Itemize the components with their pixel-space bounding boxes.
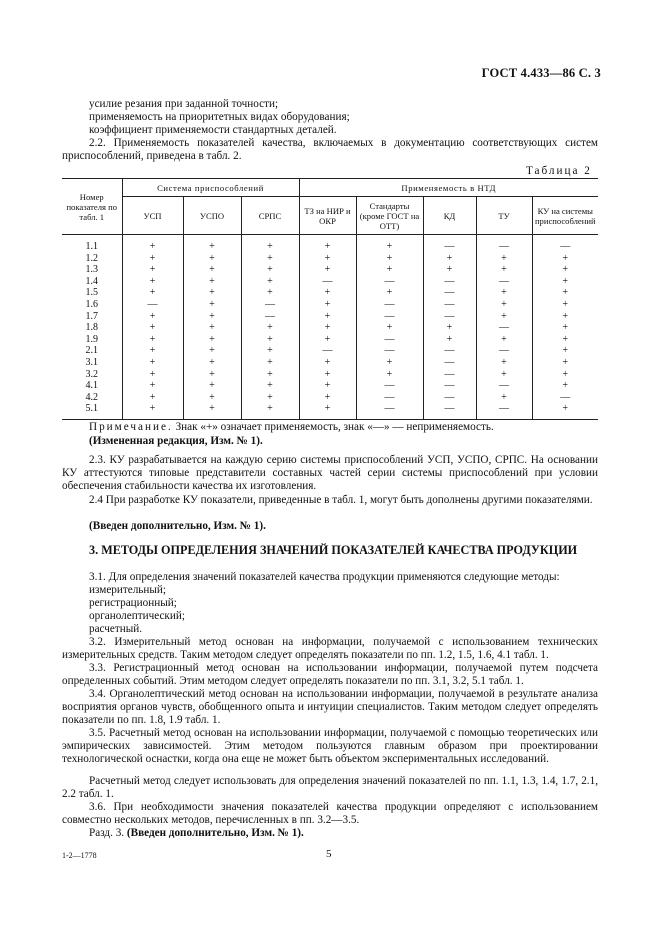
mark-cell: — (356, 403, 423, 415)
col-header: ТУ (476, 197, 532, 235)
mark-cell: + (356, 287, 423, 299)
mark-cell: + (299, 287, 356, 299)
mark-cell: — (356, 276, 423, 288)
mark-cell: — (356, 299, 423, 311)
mark-cell: + (532, 380, 598, 392)
intro-line: коэффициент применяемости стандартных деталей. (89, 124, 337, 136)
mark-cell: + (476, 392, 532, 404)
row-number-cell: 5.1 (62, 403, 122, 415)
mark-cell: + (122, 345, 183, 357)
note-label: Примечание. (89, 421, 173, 433)
mark-cell: + (476, 299, 532, 311)
mark-cell: — (423, 380, 476, 392)
mark-cell: + (532, 334, 598, 346)
row-number-cell: 1.3 (62, 264, 122, 276)
paragraph-3-2: 3.2. Измерительный метод основан на информации, получаемой с использованием технических измерительных средств. Таким методом следует определять показатели по пп. 1.2, 1.5, 1.6, 4.1 табл. 1. (62, 636, 598, 662)
mark-cell: + (532, 345, 598, 357)
mark-cell: + (122, 287, 183, 299)
mark-cell: + (241, 357, 299, 369)
mark-cell: + (183, 299, 241, 311)
mark-cell: — (476, 276, 532, 288)
mark-cell: + (183, 403, 241, 415)
table-row (62, 299, 598, 311)
col-header: Стандарты (кроме ГОСТ на ОТТ) (356, 197, 423, 235)
table-2 (62, 178, 598, 420)
mark-cell: + (122, 276, 183, 288)
mark-cell: + (532, 253, 598, 265)
mark-cell: + (299, 334, 356, 346)
mark-cell: + (241, 380, 299, 392)
mark-cell: + (299, 380, 356, 392)
intro-line: применяемость на приоритетных видах оборудования; (89, 111, 350, 123)
row-number-cell: 4.1 (62, 380, 122, 392)
mark-cell: + (241, 264, 299, 276)
table-row (62, 311, 598, 323)
col-header: КД (423, 197, 476, 235)
row-number-cell: 3.2 (62, 369, 122, 381)
mark-cell: + (299, 392, 356, 404)
row-number-cell: 1.4 (62, 276, 122, 288)
row-number-cell: 1.2 (62, 253, 122, 265)
mark-cell: — (356, 334, 423, 346)
mark-cell: — (299, 345, 356, 357)
mark-cell: + (299, 403, 356, 415)
mark-cell: + (183, 287, 241, 299)
group-header-systems: Система приспособлений (122, 179, 299, 197)
mark-cell: + (299, 369, 356, 381)
mark-cell: + (299, 241, 356, 253)
row-number-cell: 3.1 (62, 357, 122, 369)
mark-cell: — (356, 380, 423, 392)
method-item: регистрационный; (89, 597, 177, 609)
mark-cell: + (356, 322, 423, 334)
mark-cell: + (183, 334, 241, 346)
paragraph-2-3: 2.3. КУ разрабатывается на каждую серию системы приспособлений УСП, УСПО, СРПС. На основании КУ аттестуются типовые представители составных частей серии системы приспособлений при условии обеспечения стабильности качества их изготовления. (62, 454, 598, 493)
mark-cell: + (532, 311, 598, 323)
razd-prefix: Разд. 3. (89, 827, 125, 839)
mark-cell: + (122, 380, 183, 392)
table-row (62, 253, 598, 265)
group-header-ntd: Применяемость в НТД (299, 179, 598, 197)
mark-cell: + (241, 334, 299, 346)
table-row (62, 241, 598, 253)
table-row (62, 369, 598, 381)
mark-cell: — (423, 311, 476, 323)
col-header: ТЗ на НИР и ОКР (299, 197, 356, 235)
mark-cell: — (476, 241, 532, 253)
col-header-indicator: Номер показателя по табл. 1 (62, 179, 122, 235)
mark-cell: + (476, 253, 532, 265)
mark-cell: + (241, 403, 299, 415)
section-3-note (89, 827, 304, 840)
mark-cell: — (423, 299, 476, 311)
mark-cell: + (423, 264, 476, 276)
note-text: Знак «+» означает применяемость, знак «—» — неприменяемость. (175, 421, 494, 433)
mark-cell: + (299, 253, 356, 265)
mark-cell: — (423, 345, 476, 357)
mark-cell: + (122, 357, 183, 369)
col-header: УСП (122, 197, 183, 235)
mark-cell: + (122, 369, 183, 381)
table-row (62, 322, 598, 334)
mark-cell: — (532, 392, 598, 404)
mark-cell: + (476, 357, 532, 369)
mark-cell: + (532, 276, 598, 288)
paragraph-3-5-calc: Расчетный метод следует использовать для определения значений показателей по пп. 1.1, 1.3, 1.4, 1.7, 2.1, 2.2 табл. 1. (62, 775, 598, 801)
mark-cell: — (356, 345, 423, 357)
razd-added: (Введен дополнительно, Изм. № 1). (126, 827, 304, 839)
mark-cell: + (183, 322, 241, 334)
mark-cell: + (122, 392, 183, 404)
mark-cell: + (122, 403, 183, 415)
mark-cell: — (476, 403, 532, 415)
paragraph-3-6: 3.6. При необходимости значения показателей качества продукции определяют с использованием совместно нескольких методов, перечисленных в пп. 3.2—3.5. (62, 801, 598, 827)
mark-cell: + (532, 357, 598, 369)
intro-line: усилие резания при заданной точности; (89, 98, 279, 110)
mark-cell: + (476, 334, 532, 346)
mark-cell: + (241, 369, 299, 381)
mark-cell: — (423, 276, 476, 288)
table-row (62, 392, 598, 404)
footer-code: 1-2—1778 (62, 851, 97, 860)
row-number-cell: 4.2 (62, 392, 122, 404)
row-number-cell: 1.6 (62, 299, 122, 311)
mark-cell: — (423, 287, 476, 299)
paragraph-3-4: 3.4. Органолептический метод основан на использовании информации, получаемой в результате анализа восприятия органов чувств, обобщенного опыта и интуиции специалистов. Таким методом следует определять показатели по пп. 1.8, 1.9 табл. 1. (62, 688, 598, 727)
mark-cell: — (299, 276, 356, 288)
section-3-heading: 3. МЕТОДЫ ОПРЕДЕЛЕНИЯ ЗНАЧЕНИЙ ПОКАЗАТЕЛЕЙ КАЧЕСТВА ПРОДУКЦИИ (89, 543, 578, 557)
mark-cell: + (241, 392, 299, 404)
mark-cell: + (532, 369, 598, 381)
method-item: органолептический; (89, 610, 185, 622)
mark-cell: + (241, 322, 299, 334)
mark-cell: + (241, 241, 299, 253)
method-item: расчетный. (89, 623, 143, 635)
mark-cell: + (122, 264, 183, 276)
mark-cell: + (356, 253, 423, 265)
table-row (62, 380, 598, 392)
mark-cell: — (356, 392, 423, 404)
table-caption: Таблица 2 (526, 165, 592, 177)
mark-cell: + (122, 253, 183, 265)
mark-cell: — (476, 380, 532, 392)
row-number-cell: 1.1 (62, 241, 122, 253)
page-number: 5 (326, 848, 332, 860)
row-number-cell: 1.7 (62, 311, 122, 323)
mark-cell: — (476, 345, 532, 357)
mark-cell: + (183, 380, 241, 392)
row-number-cell: 1.9 (62, 334, 122, 346)
row-number-cell: 2.1 (62, 345, 122, 357)
mark-cell: — (423, 403, 476, 415)
note-changed: (Измененная редакция, Изм. № 1). (89, 435, 263, 447)
mark-cell: + (299, 311, 356, 323)
row-number-cell: 1.5 (62, 287, 122, 299)
mark-cell: + (241, 345, 299, 357)
mark-cell: + (241, 287, 299, 299)
mark-cell: — (241, 311, 299, 323)
paragraph-2-2: 2.2. Применяемость показателей качества, включаемых в документацию соответствующих систем приспособлений, приведена в табл. 2. (62, 137, 598, 163)
col-header: КУ на системы приспособлений (532, 197, 598, 235)
mark-cell: + (183, 345, 241, 357)
mark-cell: + (183, 357, 241, 369)
page-header: ГОСТ 4.433—86 С. 3 (481, 66, 601, 80)
mark-cell: — (476, 322, 532, 334)
mark-cell: + (476, 369, 532, 381)
col-header: УСПО (183, 197, 241, 235)
mark-cell: + (183, 392, 241, 404)
added-note-1: (Введен дополнительно, Изм. № 1). (89, 520, 266, 532)
mark-cell: + (356, 369, 423, 381)
mark-cell: + (183, 276, 241, 288)
mark-cell: + (299, 264, 356, 276)
table-row (62, 334, 598, 346)
mark-cell: + (183, 264, 241, 276)
paragraph-3-3: 3.3. Регистрационный метод основан на использовании информации, получаемой путем подсчета определенных событий. Этим методом следует определять показатели по пп. 3.1, 3.2, 5.1 табл. 1. (62, 662, 598, 688)
mark-cell: + (241, 253, 299, 265)
mark-cell: + (122, 241, 183, 253)
mark-cell: + (476, 287, 532, 299)
mark-cell: + (356, 264, 423, 276)
mark-cell: + (476, 311, 532, 323)
mark-cell: + (299, 357, 356, 369)
mark-cell: — (241, 299, 299, 311)
table-note (89, 421, 494, 434)
table-row (62, 264, 598, 276)
mark-cell: + (122, 322, 183, 334)
mark-cell: — (423, 392, 476, 404)
mark-cell: + (183, 241, 241, 253)
mark-cell: + (532, 403, 598, 415)
mark-cell: + (356, 357, 423, 369)
mark-cell: + (183, 253, 241, 265)
method-item: измерительный; (89, 584, 167, 596)
mark-cell: — (423, 241, 476, 253)
mark-cell: + (122, 311, 183, 323)
mark-cell: + (476, 264, 532, 276)
mark-cell: + (183, 311, 241, 323)
col-header: СРПС (241, 197, 299, 235)
table-row (62, 276, 598, 288)
mark-cell: + (299, 322, 356, 334)
mark-cell: + (183, 369, 241, 381)
table-row (62, 287, 598, 299)
mark-cell: + (532, 322, 598, 334)
table-row (62, 345, 598, 357)
row-number-cell: 1.8 (62, 322, 122, 334)
paragraph-3-5: 3.5. Расчетный метод основан на использовании информации, получаемой с помощью теоретических или эмпирических зависимостей. Этим методом пользуются главным образом при проектировании технологической оснастки, когда она еще не может быть объектом экспериментальных исследований. (62, 727, 598, 766)
mark-cell: + (423, 334, 476, 346)
mark-cell: + (356, 241, 423, 253)
table-row (62, 357, 598, 369)
mark-cell: — (122, 299, 183, 311)
paragraph-3-1: 3.1. Для определения значений показателей качества продукции применяются следующие методы: (89, 571, 560, 583)
mark-cell: — (423, 357, 476, 369)
mark-cell: + (532, 287, 598, 299)
mark-cell: — (356, 311, 423, 323)
paragraph-2-4: 2.4 При разработке КУ показатели, приведенные в табл. 1, могут быть дополнены другими показателями. (89, 494, 593, 506)
mark-cell: + (299, 299, 356, 311)
mark-cell: + (532, 299, 598, 311)
mark-cell: + (122, 334, 183, 346)
mark-cell: + (423, 253, 476, 265)
table-row (62, 403, 598, 415)
mark-cell: + (241, 276, 299, 288)
mark-cell: — (423, 369, 476, 381)
mark-cell: + (423, 322, 476, 334)
mark-cell: — (532, 241, 598, 253)
mark-cell: + (532, 264, 598, 276)
